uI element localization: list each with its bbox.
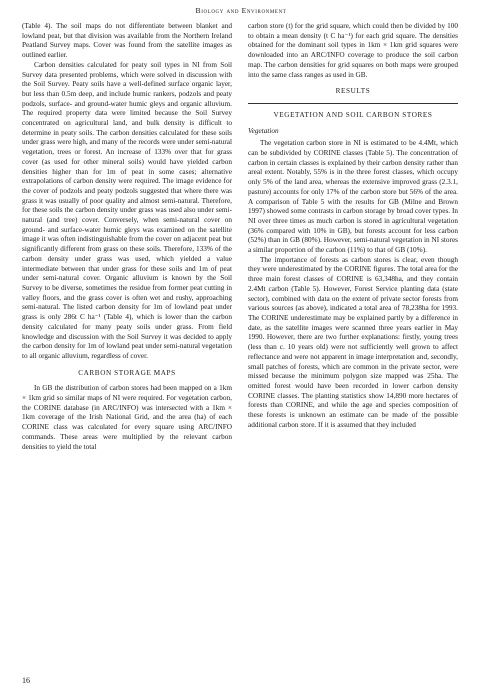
vegetation-subheading: Vegetation [248,126,279,135]
right-paragraph-3: The importance of forests as carbon stores is clear, even though they were underestimated by the CORINE figures. The total area for the three main forest classes of CORINE is 63,348ha, and they contain 2.4Mt carbon (Table 5). However, Forest Service planting data (state sector), combined with data on the extent of private sector forests from various sources (as above), indicated a total area of 78,238ha for 1993. The CORINE underestimate may be explained partly by a difference in date, as the satellite images were scanned three years earlier in May 1990. However, there are two further explanations: firstly, young trees (less than c. 10 years old) were not sufficiently well grown to affect reflectance and were not apparent in image interpretation and, secondly, small patches of forests, which are common in the private sector, were missed because the minimum polygon size mapped was 25ha. The omitted forest would have been recorded in lower carbon density CORINE classes. The planting statistics show 14,890 more hectares of forests than CORINE, and while the age and species composition of these forests is unknown an estimate can be made of the possible additional carbon store. If it is assumed that they included [248,255,458,429]
right-paragraph-1: carbon store (t) for the grid square, which could then be divided by 100 to obtain a mean density (t C ha⁻¹) for each grid square. The densities obtained for the dominant soil types in 1km × 1km grid squares were downloaded into an ARC/INFO coverage to produce the soil carbon map. The carbon densities for grid squares on both maps were grouped into the same class ranges as used in GB. [248,22,458,79]
carbon-storage-maps-heading: CARBON STORAGE MAPS [78,368,176,377]
left-column [22,22,232,452]
page-number: 16 [22,676,30,685]
section-rule [248,103,458,104]
right-column [248,22,458,430]
left-paragraph-1: (Table 4). The soil maps do not differentiate between blanket and lowland peat, but that division was available from the Northern Ireland Peatland Survey maps. Cover was found from the satellite images as outlined earlier. [22,22,232,60]
results-heading: RESULTS [335,87,371,96]
running-head: Biology and Environment [195,6,287,15]
left-paragraph-3: In GB the distribution of carbon stores had been mapped on a 1km × 1km grid so similar maps of NI were required. For vegetation carbon, the CORINE database (in ARC/INFO) was intersected with a 1km × 1km coverage of the Irish National Grid, and the area (ha) of each CORINE class was calculated for every square using ARC/INFO commands. These areas were multiplied by the relevant carbon densities to yield the total [22,384,232,451]
right-paragraph-2: The vegetation carbon store in NI is estimated to be 4.4Mt, which can be subdivided by CORINE classes (Table 5). The concentration of carbon in certain classes is explained by their carbon density rather than areal extent. Notably, 55% is in the three forest classes, which occupy only 5% of the land area, whereas the extensive improved grass (2.3.1, pasture) accounts for only 17% of the carbon store but 56% of the area. A comparison of Table 5 with the results for GB (Milne and Brown 1997) showed some contrasts in carbon storage by broad cover types. In NI over three times as much carbon is stored in agricultural vegetation (36% compared with 10% in GB), but forests account for less carbon (52%) than in GB (80%). However, semi-natural vegetation in NI stores a similar proportion of the carbon (11%) to that of GB (10%). [248,139,458,255]
left-paragraph-2: Carbon densities calculated for peaty soil types in NI from Soil Survey data presented problems, which were solved in discussion with the Soil Survey. Peaty soils have a well-defined surface organic layer, but less than 0.5m deep, and include humic rankers, podzols and peaty podzols, surface- and ground-water humic gleys and organic alluvium. The required property data were limited because the Soil Survey concentrated on agricultural land, and bulk density is difficult to determine in peaty soils. The carbon densities calculated for these soils under grass were high, and many of the records were under semi-natural vegetation, trees or forest. An increase of 133% over that for grass cover (as used for other mineral soils) would have yielded carbon densities higher than for 1m of peat in some cases; alternative extrapolations of carbon density were required. The image evidence for the cover of podzols and peaty podzols suggested that where there was grass it was usually of poor quality and almost semi-natural. Therefore, for these soils the carbon density under grass was used also under semi-natural (and tree) cover. Conversely, when semi-natural cover on ground- and surface-water humic gleys was examined on the satellite image it was often indistinguishable from the cover on adjacent peat but significantly different from grass on these soils. Therefore, 133% of the carbon density under grass was used, which yielded a value intermediate between that under grass for these soils and 1m of peat under semi-natural cover. Organic alluvium is known by the Soil Survey to be diverse, sometimes the residue from former peat cutting in valley floors, and the grass cover is often wet and rushy, approaching semi-natural. The listed carbon density for 1m of lowland peat under grass is only 286t C ha⁻¹ (Table 4), which is lower than the carbon density calculated for many peaty soils under grass. From field knowledge and discussion with the Soil Survey it was decided to apply the carbon density for 1m of lowland peat under semi-natural vegetation to all organic alluvium, regardless of cover. [22,60,232,360]
vegetation-soil-heading: VEGETATION AND SOIL CARBON STORES [273,110,433,119]
